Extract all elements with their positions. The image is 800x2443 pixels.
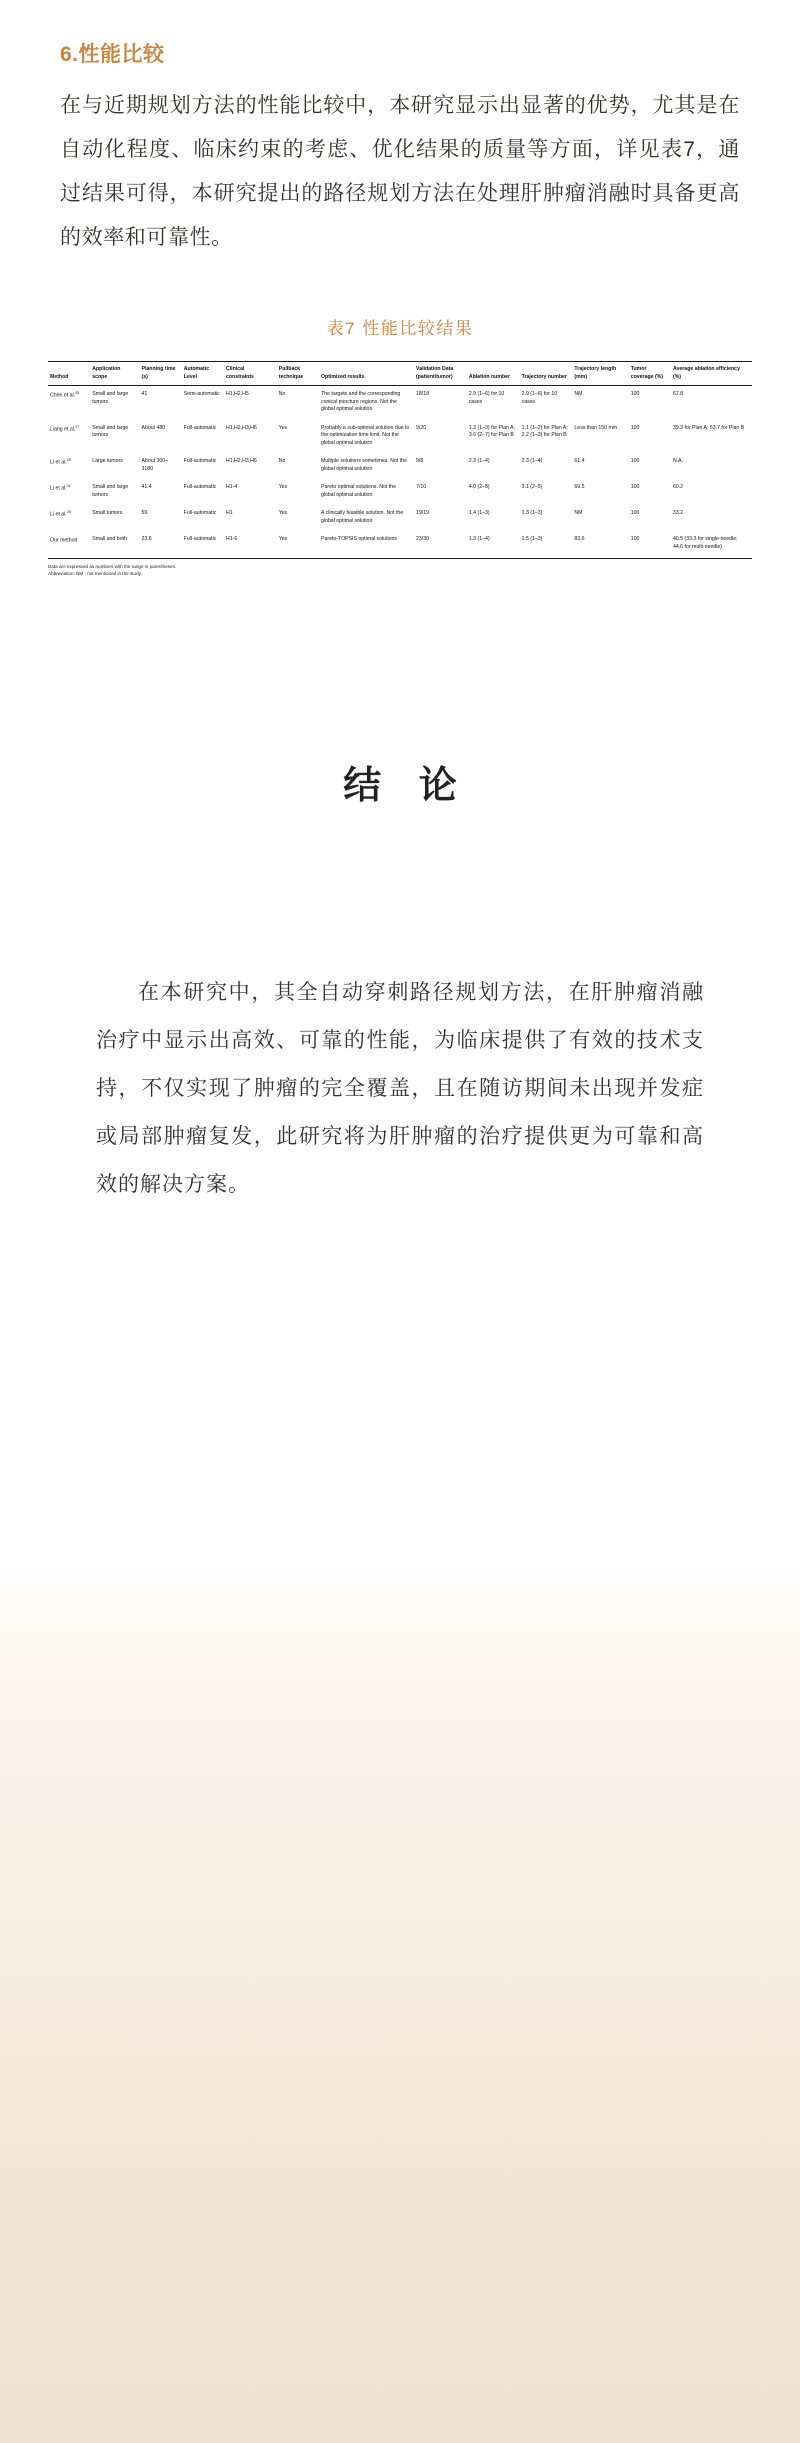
cell-ablation: 2.9 (1–6) for 10 cases (468, 391, 505, 405)
th-automatic-level: Automatic Level (182, 362, 224, 386)
cell-validation: 19/19 (416, 510, 430, 517)
method-ref: 27 (75, 424, 80, 429)
table-body (48, 386, 752, 558)
cell-validation: 7/10 (416, 484, 427, 491)
method-ref: 31 (66, 484, 71, 489)
cell-trajectory-number: 1.5 (1–3) (520, 531, 573, 558)
cell-efficiency: 67.8 (672, 391, 684, 398)
cell-method (48, 531, 90, 558)
cell-coverage: 100 (630, 391, 640, 398)
method-name: Chen et al. (50, 392, 76, 399)
th-ablation-number: Ablation number (467, 362, 520, 386)
th-method: Method (48, 362, 90, 386)
th-clinical-constraints: Clinical constraints (224, 362, 277, 386)
method-ref: 28 (66, 510, 71, 515)
cell-constraints: H1,H2,H5 (225, 391, 249, 398)
cell-time: About 300–3180 (141, 458, 169, 472)
cell-automatic: Full-automatic (183, 510, 217, 517)
cell-automatic: Full-automatic (182, 531, 224, 558)
cell-pullback: Yes (277, 531, 319, 558)
conclusion-paragraph: 在本研究中，其全自动穿刺路径规划方法，在肝肿瘤消融治疗中显示出高效、可靠的性能，为临床提供了有效的技术支持，不仅实现了肿瘤的完全覆盖，且在随访期间未出现并发症或局部肿瘤复发，此研究将为肝肿瘤的治疗提供更为可靠和高效的解决方案。 (96, 981, 704, 1197)
th-validation-data: Validation Data (patient/tumor) (414, 362, 467, 386)
table-row (48, 420, 752, 454)
cell-trajectory-length: 69.5 (574, 484, 585, 491)
th-tumor-coverage: Tumor coverage (%) (629, 362, 671, 386)
cell-coverage: 100 (630, 424, 640, 431)
cell-trajectory-length: 83.6 (572, 531, 628, 558)
cell-trajectory-number: 1.3 (1–3) (521, 510, 543, 517)
cell-optimized: Pareto-TOPSIS optimal solutions (319, 531, 414, 558)
th-planning-time: Planning time (s) (140, 362, 182, 386)
cell-efficiency: 60.2 (672, 484, 684, 491)
performance-table (48, 361, 752, 559)
cell-coverage: 100 (630, 484, 640, 491)
table-caption: 表7 性能比较结果 (326, 319, 474, 338)
cell-trajectory-number: 2.3 (1–4) (521, 458, 543, 465)
cell-time: 41 (141, 391, 148, 398)
method-ref: 26 (66, 458, 71, 463)
cell-time: About 480 (141, 424, 166, 431)
th-pullback-technique: Pullback technique (277, 362, 319, 386)
cell-efficiency: 40.5 (33.3 for single-needle; 44.6 for multi-needle) (671, 531, 752, 558)
cell-ablation: 4.0 (2–8) (468, 484, 490, 491)
th-trajectory-length: Trajectory length (mm) (572, 362, 628, 386)
cell-ablation: 1.3 (1–3) for Plan A; 3.6 (2–7) for Plan B (468, 424, 515, 439)
cell-coverage: 100 (630, 458, 640, 465)
th-optimized-results: Optimized results (319, 362, 414, 386)
table-row (48, 505, 752, 531)
performance-table-wrap (0, 361, 800, 559)
cell-constraints: H1 (225, 510, 233, 517)
method-name: Li et al. (50, 486, 67, 493)
cell-efficiency: 39.3 for Plan A; 53.7 for Plan B (672, 424, 745, 431)
cell-validation: 9/8 (416, 458, 424, 465)
method-name: Li et al. (50, 512, 67, 519)
cell-validation: 23/30 (414, 531, 467, 558)
cell-scope: Small tumors (92, 510, 123, 517)
cell-optimized: A clinically feasible solution. Not the global optimal solution (321, 510, 404, 524)
cell-coverage: 100 (630, 510, 640, 517)
cell-constraints: H1-6 (224, 531, 277, 558)
cell-trajectory-length: NM (574, 391, 583, 398)
cell-method (48, 386, 90, 420)
cell-trajectory-number: 3.1 (2–5) (521, 484, 543, 491)
cell-method (48, 453, 90, 479)
page-content (0, 0, 800, 1209)
cell-optimized: Pareto optimal solutions. Not the global optimal solution (321, 484, 396, 498)
cell-automatic: Full-automatic (183, 484, 217, 491)
section-heading: 6.性能比较 (60, 43, 165, 66)
cell-pullback: No (278, 458, 286, 465)
cell-time: 59 (141, 510, 148, 517)
conclusion-body (0, 809, 800, 1209)
cell-automatic: Semi-automatic (183, 391, 220, 398)
cell-method (48, 479, 90, 505)
cell-scope: Small and large tumors (92, 484, 129, 498)
section-paragraph: 在与近期规划方法的性能比较中，本研究显示出显著的优势，尤其是在自动化程度、临床约束的考虑、优化结果的质量等方面，详见表7，通过结果可得，本研究提出的路径规划方法在处理肝肿瘤消融时具备更高的效率和可靠性。 (60, 94, 740, 249)
cell-trajectory-length: NM (574, 510, 583, 517)
table-row (48, 531, 752, 558)
table-row (48, 453, 752, 479)
cell-constraints: H1,H2,H3,H6 (225, 458, 257, 465)
table-notes (0, 559, 800, 579)
cell-trajectory-length: Less than 150 mm (574, 424, 618, 431)
conclusion-title: 结 论 (343, 765, 471, 808)
cell-optimized: Multiple solutions sometimes. Not the global optimal solution (321, 458, 407, 472)
cell-pullback: Yes (278, 424, 288, 431)
cell-optimized: Probably a sub-optimal solution due to the optimization time limit. Not the global optimal solution (321, 424, 410, 446)
th-average-ablation-efficiency: Average ablation efficiency (%) (671, 362, 752, 386)
cell-scope: Small and large tumors (92, 391, 129, 405)
th-application-scope: Application scope (90, 362, 139, 386)
page-background-gradient (0, 1560, 800, 2443)
method-name: Our method (50, 538, 78, 545)
table-note-line: Abbreviation: NM , not mentioned in the study. (48, 571, 142, 577)
cell-scope: Small and both (90, 531, 139, 558)
cell-trajectory-length: 61.4 (574, 458, 585, 465)
cell-trajectory-number: 2.9 (1–6) for 10 cases (521, 391, 558, 405)
cell-validation: 9/20 (416, 424, 427, 431)
cell-optimized: The targets and the corresponding conical puncture regions. Not the global optimal solution (321, 391, 401, 413)
cell-method (48, 420, 90, 454)
cell-ablation: 2.3 (1–4) (468, 458, 490, 465)
method-ref: 25 (75, 391, 80, 396)
table-header-row (48, 362, 752, 386)
th-trajectory-number: Trajectory number (520, 362, 573, 386)
cell-time: 23.6 (140, 531, 182, 558)
table-row (48, 479, 752, 505)
cell-automatic: Full-automatic (183, 458, 217, 465)
cell-coverage: 100 (629, 531, 671, 558)
cell-method (48, 505, 90, 531)
cell-ablation: 1.4 (1–3) (468, 510, 490, 517)
method-name: Li et al. (50, 459, 67, 466)
table-row (48, 386, 752, 420)
cell-constraints: H1-4 (225, 484, 238, 491)
cell-pullback: Yes (278, 484, 288, 491)
section-performance-comparison (0, 0, 800, 260)
cell-ablation: 1.3 (1–4) (467, 531, 520, 558)
cell-automatic: Full-automatic (183, 424, 217, 431)
cell-validation: 18/18 (416, 391, 430, 398)
cell-constraints: H1,H2,H3,H6 (225, 424, 257, 431)
cell-efficiency: 33.2 (672, 510, 684, 517)
table-note-line: Data are expressed as numbers with the range in parentheses. (48, 563, 177, 569)
cell-pullback: Yes (278, 510, 288, 517)
cell-trajectory-number: 1.1 (1–2) for Plan A; 2.2 (1–3) for Plan B (521, 424, 568, 439)
method-name: Liang et al. (50, 426, 76, 433)
cell-pullback: No (278, 391, 286, 398)
cell-time: 41.4 (141, 484, 152, 491)
cell-scope: Small and large tumors (92, 424, 129, 439)
cell-efficiency: N.A. (672, 458, 684, 465)
cell-scope: Large tumors (92, 458, 123, 465)
